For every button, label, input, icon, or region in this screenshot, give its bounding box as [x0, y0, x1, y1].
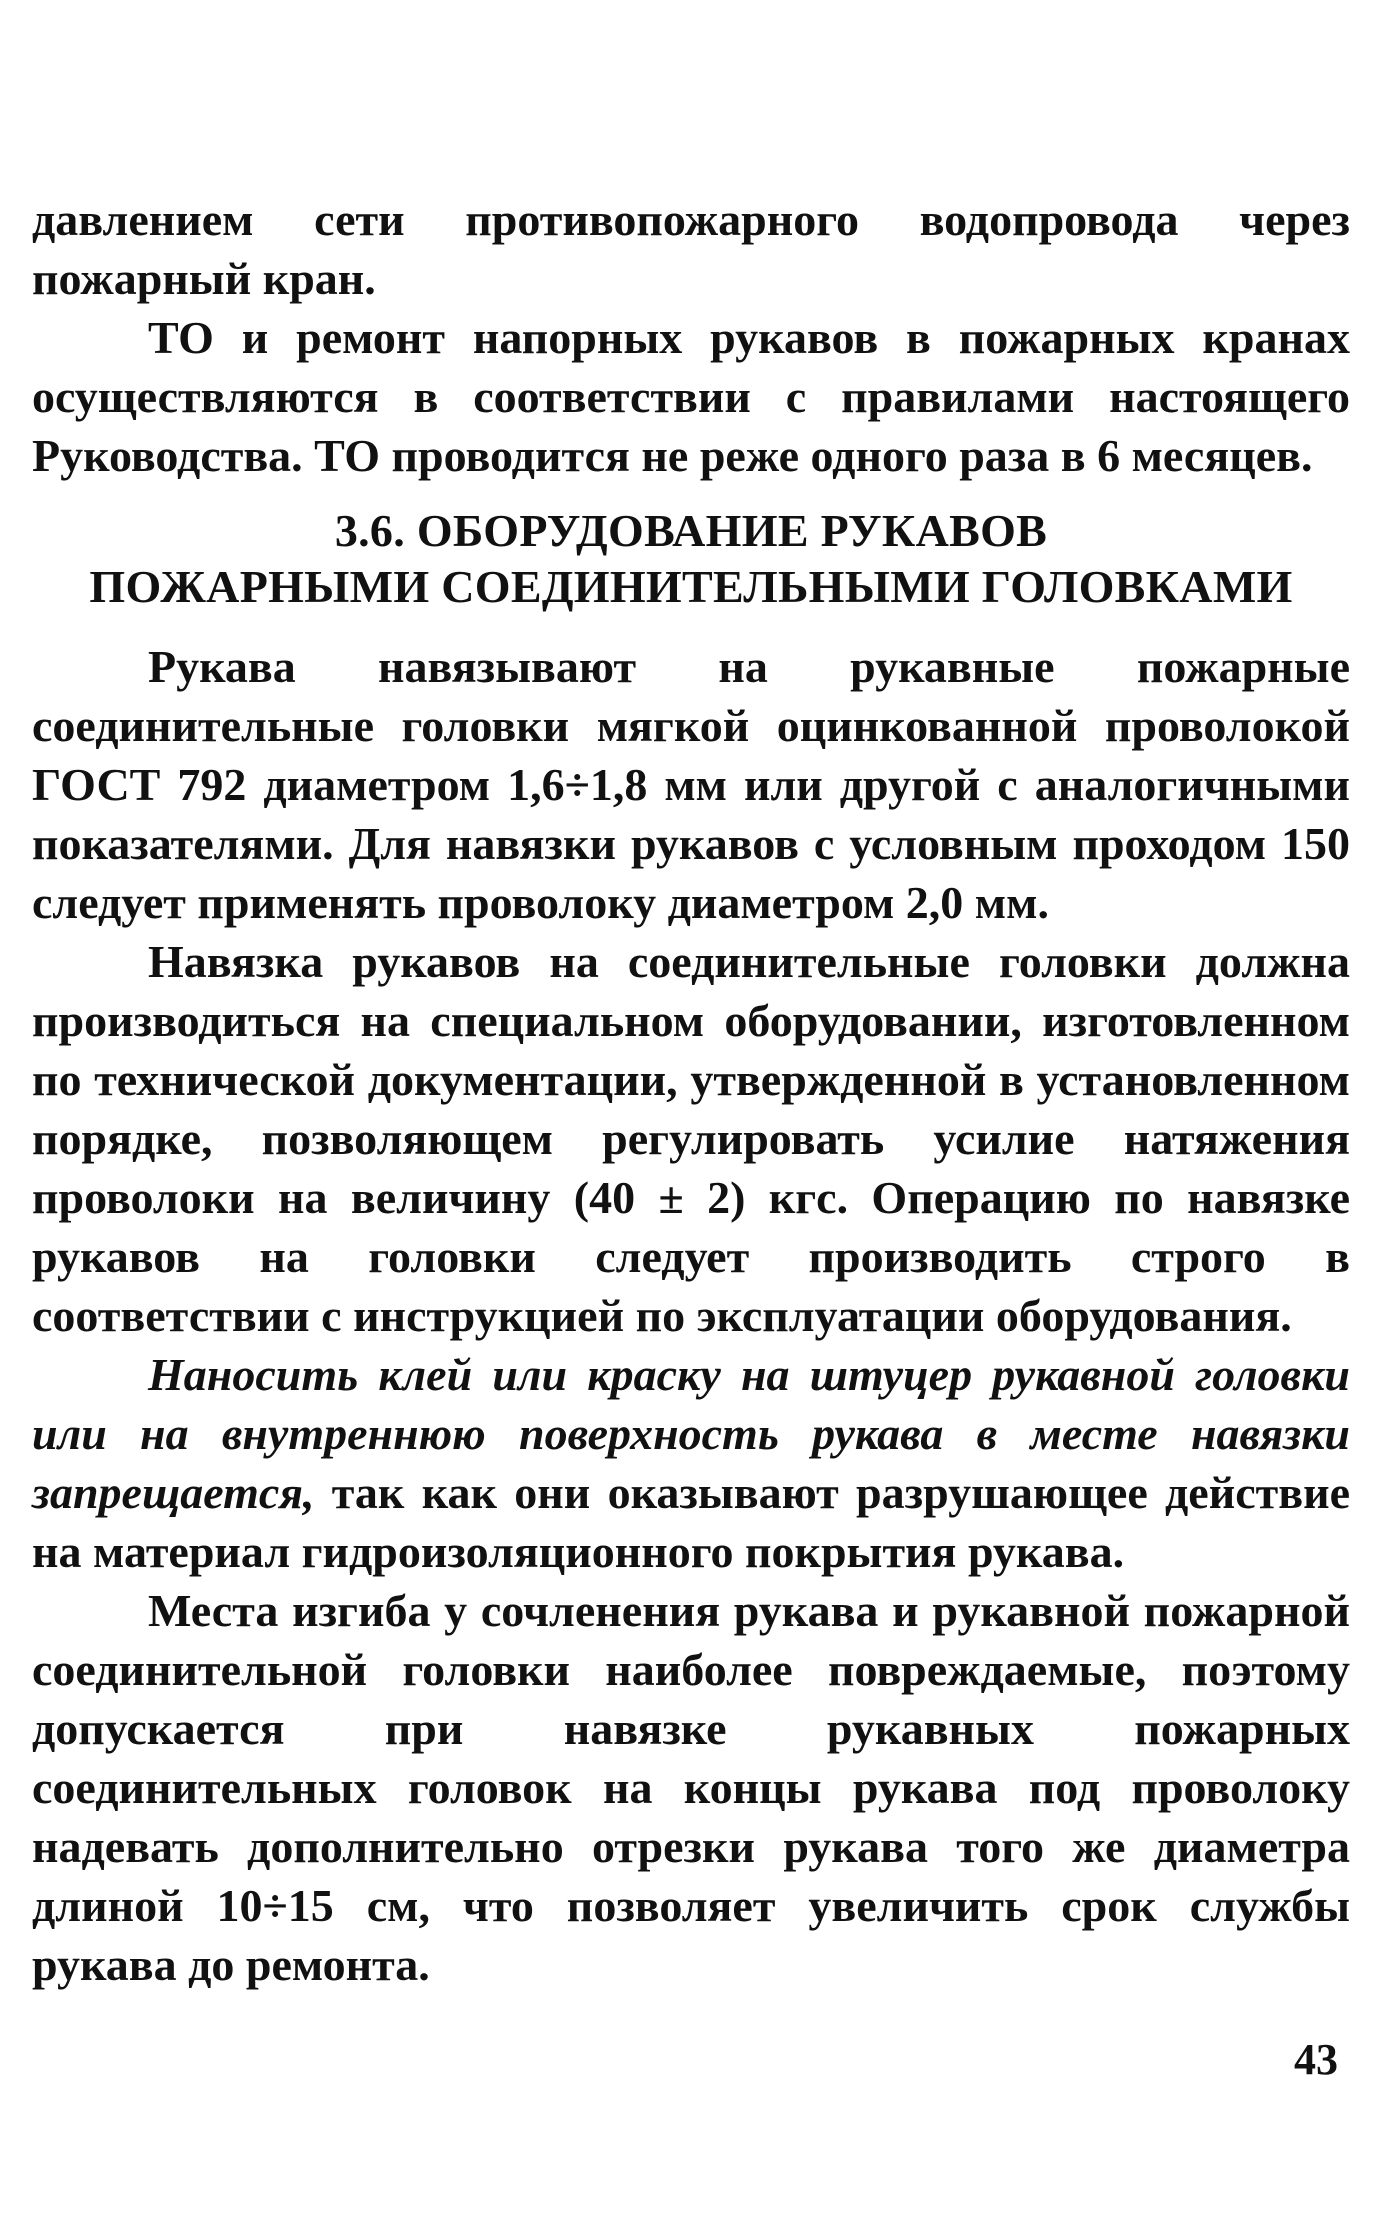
section-heading-line-2: ПОЖАРНЫМИ СОЕДИНИТЕЛЬНЫМИ ГОЛОВКАМИ	[89, 561, 1293, 612]
prohibition-rest: так как они оказывают разрушающее действие на материал гидроизоляционного покрытия рукава.	[32, 1467, 1350, 1577]
prohibition-emphasis: Наносить клей или краску на штуцер рукавной головки или на внутреннюю поверхность рукава в месте навязки запрещается,	[32, 1349, 1350, 1518]
section-heading	[32, 503, 1350, 615]
page-number: 43	[1294, 2035, 1338, 2084]
page-content	[32, 190, 1350, 1994]
paragraph-continued: давлением сети противопожарного водопровода через пожарный кран.	[32, 194, 1350, 304]
paragraph-equipment: Навязка рукавов на соединительные головки должна производиться на специальном оборудовании, изготовленном по технической документации, утвержденной в установленном порядке, позволяющем регулировать усилие натяжения проволоки на величину (40 ± 2) кгс. Операцию по навязке рукавов на головки следует производить строго в соответствии с инструкцией по эксплуатации оборудования.	[32, 936, 1350, 1341]
paragraph-maintenance: ТО и ремонт напорных рукавов в пожарных кранах осуществляются в соответствии с правилами настоящего Руководства. ТО проводится не реже одного раза в 6 месяцев.	[32, 312, 1350, 481]
paragraph-bend-protection: Места изгиба у сочленения рукава и рукавной пожарной соединительной головки наиболее повреждаемые, поэтому допускается при навязке рукавных пожарных соединительных головок на концы рукава под проволоку надевать дополнительно отрезки рукава того же диаметра длиной 10÷15 см, что позволяет увеличить срок службы рукава до ремонта.	[32, 1585, 1350, 1990]
section-heading-line-1: 3.6. ОБОРУДОВАНИЕ РУКАВОВ	[334, 505, 1048, 556]
paragraph-glue-prohibition	[32, 1345, 1350, 1581]
paragraph-tying: Рукава навязывают на рукавные пожарные соединительные головки мягкой оцинкованной проволокой ГОСТ 792 диаметром 1,6÷1,8 мм или другой с аналогичными показателями. Для навязки рукавов с условным проходом 150 следует применять проволоку диаметром 2,0 мм.	[32, 641, 1350, 928]
